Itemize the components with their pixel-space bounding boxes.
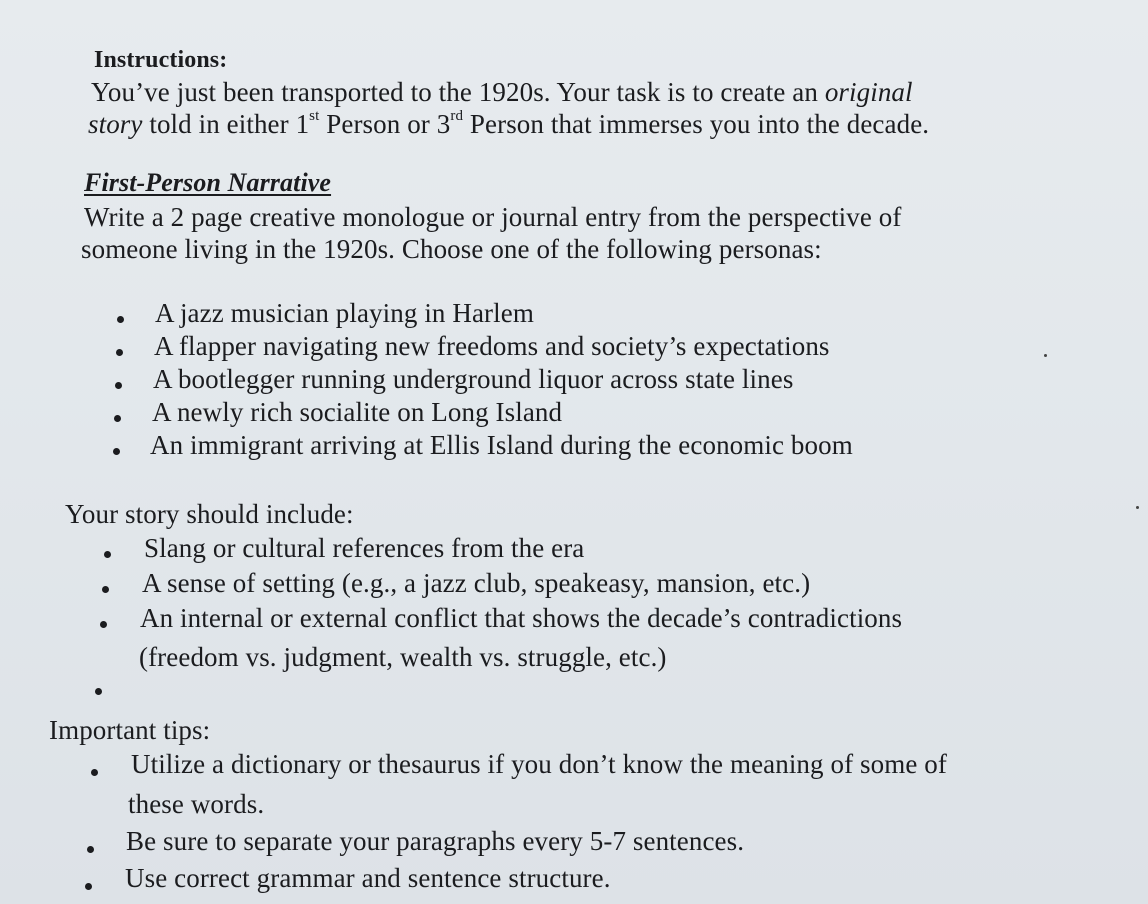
first-person-heading: First-Person Narrative [84,168,332,197]
instructions-original-word: original [824,77,913,107]
bullet-icon [87,846,94,853]
persona-item: A jazz musician playing in Harlem [155,298,534,328]
persona-item: An immigrant arriving at Ellis Island during the economic boom [150,430,853,460]
empty-bullet-icon [95,688,102,695]
bullet-icon [104,551,111,558]
paper-speck [1044,354,1047,357]
first-person-line-1: Write a 2 page creative monologue or journal entry from the perspective of [84,202,902,232]
bullet-icon [100,621,107,628]
bullet-icon [102,586,109,593]
include-heading: Your story should include: [65,499,354,529]
instructions-line-2-a: told in either 1 [142,109,310,139]
paper-speck [1136,506,1139,509]
bullet-icon [114,415,121,422]
bullet-icon [115,382,122,389]
persona-item: A bootlegger running underground liquor across state lines [153,364,794,394]
bullet-icon [85,883,92,890]
instructions-line-2 [88,108,929,140]
instructions-line-1-text: You’ve just been transported to the 1920s. Your task is to create an [91,77,825,107]
include-item: A sense of setting (e.g., a jazz club, speakeasy, mansion, etc.) [142,568,811,598]
persona-item: A flapper navigating new freedoms and society’s expectations [154,331,830,361]
tips-item: Be sure to separate your paragraphs every 5-7 sentences. [126,826,745,856]
instructions-line-1 [91,76,913,108]
first-superscript: st [309,108,320,124]
bullet-icon [116,349,123,356]
include-item: An internal or external conflict that shows the decade’s contradictions [140,603,903,633]
bullet-icon [117,316,124,323]
tips-item: Use correct grammar and sentence structure. [125,863,611,893]
instructions-story-word: story [88,109,143,139]
first-person-line-2: someone living in the 1920s. Choose one of the following personas: [81,234,822,264]
include-item-continuation: (freedom vs. judgment, wealth vs. struggle, etc.) [139,642,667,672]
instructions-line-2-c: Person that immerses you into the decade. [463,109,930,139]
instructions-line-2-b: Person or 3 [319,109,451,139]
tips-item: Utilize a dictionary or thesaurus if you don’t know the meaning of some of [131,749,947,779]
tips-item-continuation: these words. [128,789,265,819]
bullet-icon [113,448,120,455]
include-item: Slang or cultural references from the era [144,533,585,563]
persona-item: A newly rich socialite on Long Island [152,397,563,427]
instructions-heading: Instructions: [94,47,228,73]
tips-heading: Important tips: [49,715,211,745]
bullet-icon [91,769,98,776]
third-superscript: rd [450,108,464,124]
